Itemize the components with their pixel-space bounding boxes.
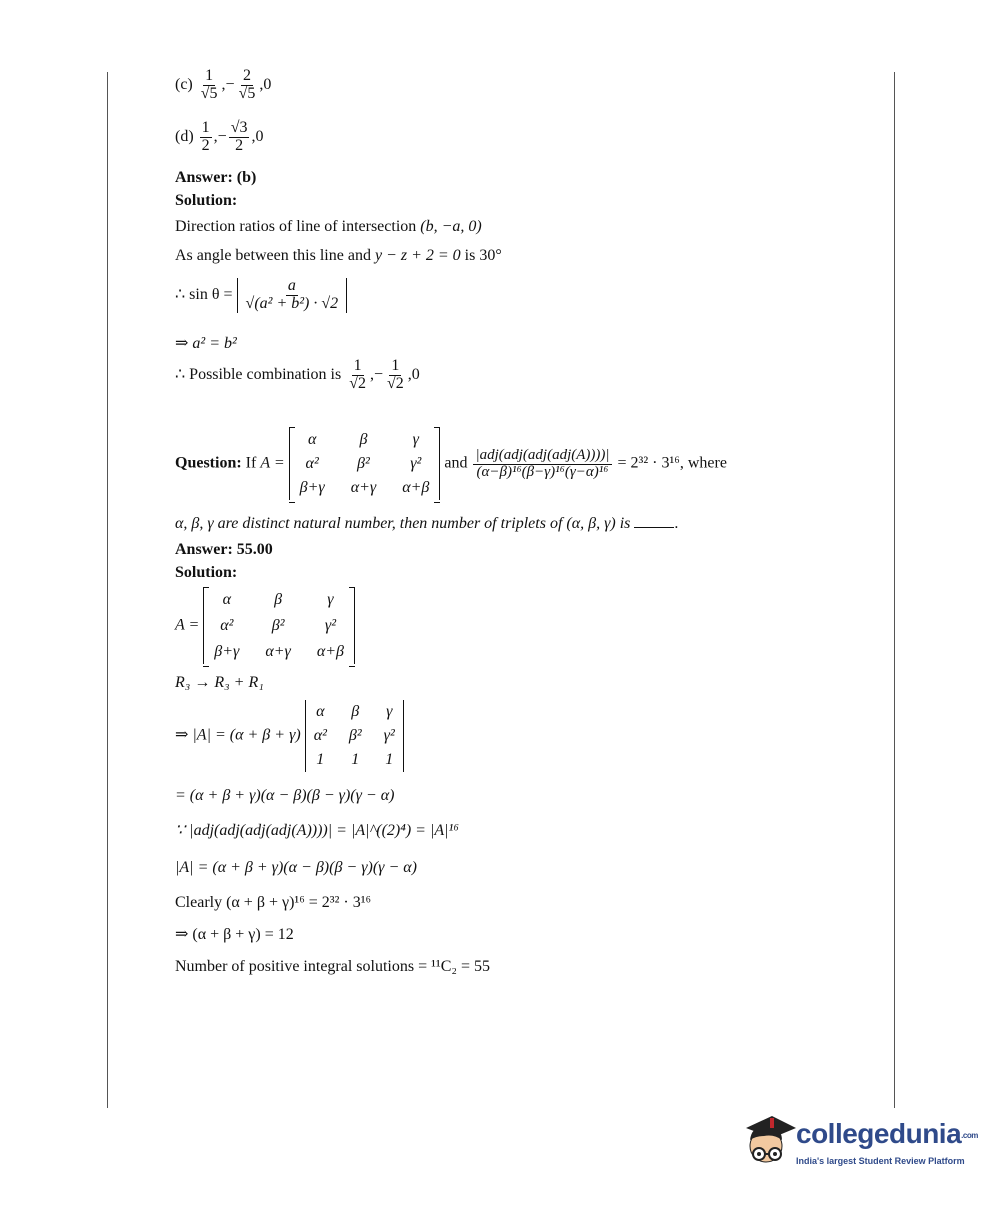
q2-answer: Answer: 55.00 [175,541,273,558]
q1-line1: Direction ratios of line of intersection (b, −a, 0) [175,218,482,235]
q2-eq6: Number of positive integral solutions = ¹¹C₂ = 55 [175,958,490,975]
q2-determinant: ⇒ |A| = (α + β + γ) α β γ α² β² γ² 1 1 1 [175,700,404,772]
brand-tagline: India's largest Student Review Platform [796,1156,965,1166]
q1-line2: As angle between this line and y − z + 2 = 0 is 30° [175,247,502,264]
option-c: (c) $\frac{1}{√5}$ ,− $\frac{2}{√5}$ ,0 [175,67,272,102]
brand-suffix: .com [961,1131,978,1141]
q2-matrix: α β γ α² β² γ² β+γ α+γ α+β [289,428,441,500]
q1-solution-label: Solution: [175,192,238,209]
q2-row-operation: R₃ → R₃ + R₁ [175,674,264,691]
mascot-icon [738,1106,798,1176]
q2-line2: α, β, γ are distinct natural number, then number of triplets of (α, β, γ) is . [175,515,679,532]
q2-eq3: |A| = (α + β + γ)(α − β)(β − γ)(γ − α) [175,859,417,876]
q2-eq5: ⇒ (α + β + γ) = 12 [175,926,294,943]
left-margin-rule [107,72,108,1108]
right-margin-rule [894,72,895,1108]
q1-combination: ∴ Possible combination is $\frac{1}{√2}$ ,− $\frac{1}{√2}$ ,0 [175,357,420,392]
option-d: (d) $\frac{1}{2}$ ,− $\frac{√3}{2}$ ,0 [175,119,264,154]
brand-name: collegedunia [796,1118,962,1149]
collegedunia-logo [738,1106,978,1176]
q2-question: Question: If A = α β γ α² β² γ² β+γ α+γ α+β and $\frac{\text{|adj(adj(adj(adj(A))))|}}{\text{(α−β)¹⁶(β−γ)¹⁶(γ−α)¹⁶}}$ = 2³² · 3¹⁶, where [175,428,727,500]
q2-eq4: Clearly (α + β + γ)¹⁶ = 2³² · 3¹⁶ [175,894,372,911]
q1-implies: ⇒ a² = b² [175,335,237,352]
q2-eq2: ∵ |adj(adj(adj(adj(A))))| = |A|^((2)⁴) = |A|¹⁶ [175,822,459,839]
q2-solution-label: Solution: [175,564,238,581]
q2-eq1: = (α + β + γ)(α − β)(β − γ)(γ − α) [175,787,395,804]
q1-sin-equation: ∴ sin θ = $\frac{a}{\text{√(a² + b²) · √2}}$ [175,278,347,313]
answer-blank [634,527,674,528]
q1-answer: Answer: (b) [175,169,257,186]
q2-solution-matrix: A = α β γ α² β² γ² β+γ α+γ α+β [175,588,355,664]
